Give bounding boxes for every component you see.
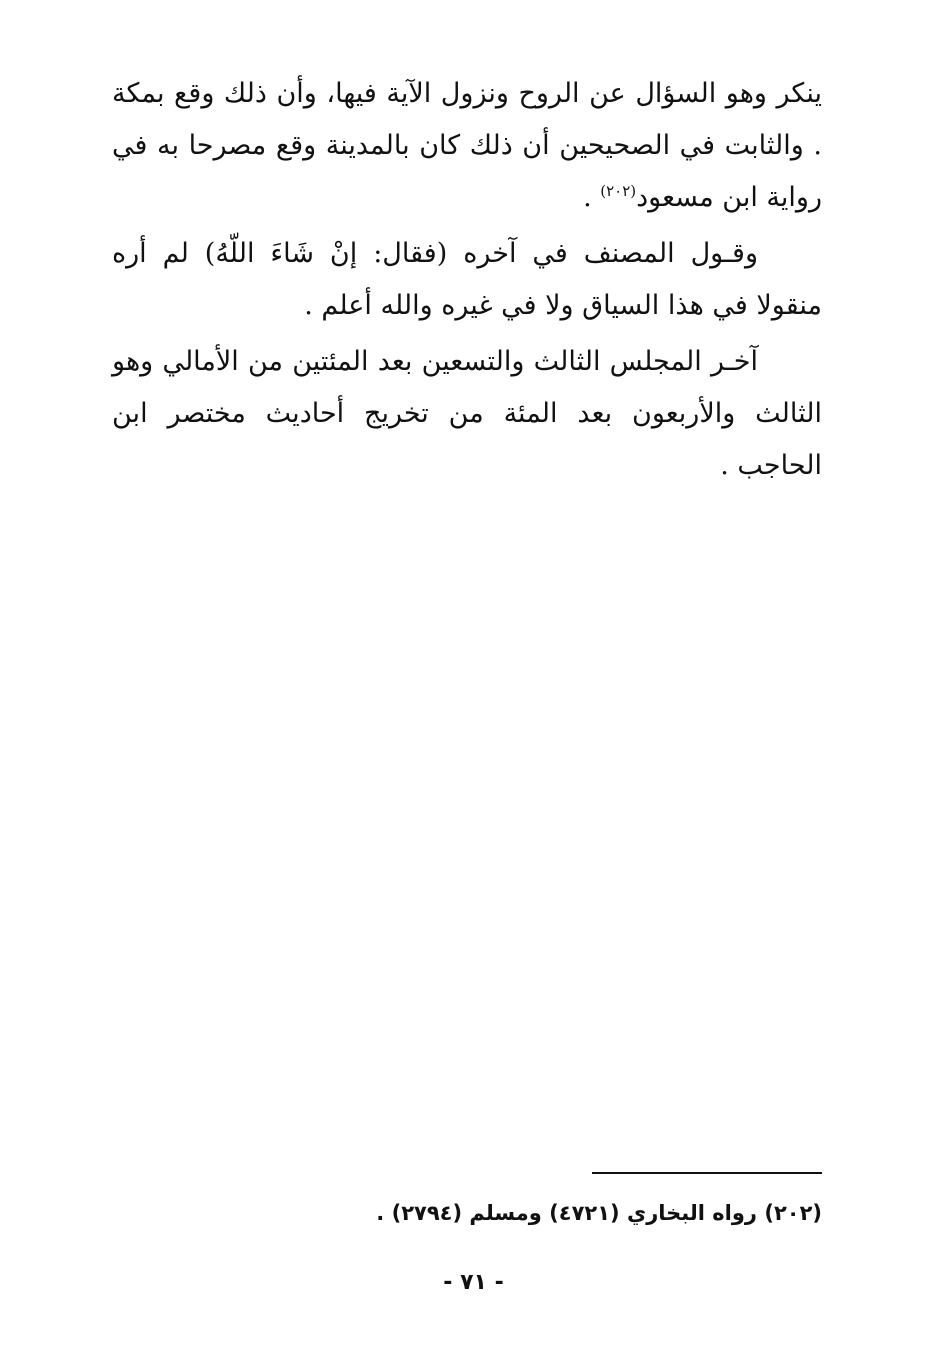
page-number: - ٧١ - xyxy=(443,1270,504,1295)
paragraph-2-text: وقـول المصنف في آخره (فقال: إنْ شَاءَ اللّهُ) لم أره منقولا في هذا السياق ولا في غيره والله أعلم . xyxy=(112,238,822,321)
paragraph-1 xyxy=(112,68,822,224)
paragraph-1-text: ينكر وهو السؤال عن الروح ونزول الآية فيها، وأن ذلك وقع بمكة . والثابت في الصحيحين أن ذلك كان بالمدينة وقع مصرحا به في رواية ابن مسعود xyxy=(112,78,822,213)
paragraph-1-trailing: . xyxy=(583,182,601,213)
paragraph-2 xyxy=(112,228,822,332)
footnote xyxy=(112,1196,822,1230)
footnote-text: (٢٠٢) رواه البخاري (٤٧٢١) ومسلم (٢٧٩٤) . xyxy=(376,1201,822,1225)
paragraph-3 xyxy=(112,336,822,492)
main-text xyxy=(112,68,822,496)
footnote-divider xyxy=(592,1172,822,1174)
paragraph-3-text: آخـر المجلس الثالث والتسعين بعد المئتين من الأمالي وهو الثالث والأربعون بعد المئة من تخريج أحاديث مختصر ابن الحاجب . xyxy=(112,346,822,481)
footnote-reference[interactable]: (٢٠٢) xyxy=(600,182,637,200)
